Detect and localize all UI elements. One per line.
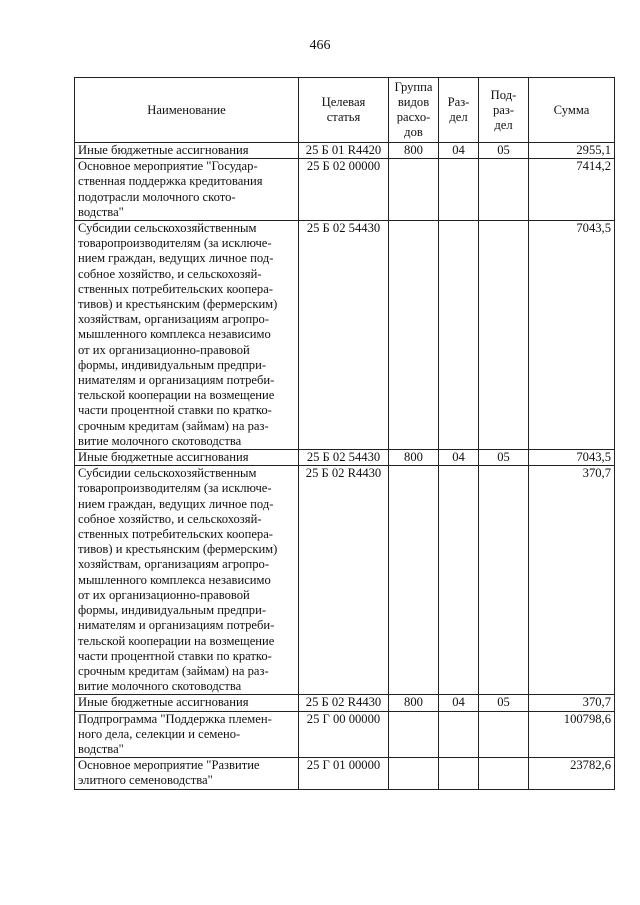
row-group [389, 466, 439, 695]
row-target: 25 Б 02 54430 [299, 450, 389, 466]
page-number: 466 [309, 38, 331, 53]
table-row [75, 695, 615, 711]
row-name: Субсидии сельскохозяйственным товаропроизводителям (за исключе- нием граждан, ведущих личное под- собное хозяйство, и сельскохозяй- ственных потребительских коопера- тивов) и крестьянским (фермерским) хозяйствам, организациям агропро- мышленного комплекса независимо от их организационно-правовой формы, индивидуальным предпри- нимателям и организациям потреби- тельской кооперации на возмещение части процентной ставки по кратко- срочным кредитам (займам) на раз- витие молочного скотоводства [75, 221, 299, 450]
row-section [439, 159, 479, 221]
row-sum: 370,7 [529, 695, 615, 711]
row-section: 04 [439, 143, 479, 159]
table-row [75, 450, 615, 466]
header-row [75, 78, 615, 143]
row-sum: 23782,6 [529, 758, 615, 789]
row-section [439, 711, 479, 758]
row-subsection [479, 758, 529, 789]
row-group [389, 221, 439, 450]
row-target: 25 Б 02 R4430 [299, 695, 389, 711]
row-group [389, 758, 439, 789]
table-row [75, 758, 615, 789]
row-section: 04 [439, 450, 479, 466]
row-sum: 370,7 [529, 466, 615, 695]
row-group: 800 [389, 143, 439, 159]
row-name: Иные бюджетные ассигнования [75, 695, 299, 711]
table-row [75, 466, 615, 695]
col-header-target: Целевая статья [299, 78, 389, 143]
col-header-name: Наименование [75, 78, 299, 143]
row-sum: 7414,2 [529, 159, 615, 221]
row-target: 25 Б 02 54430 [299, 221, 389, 450]
row-subsection: 05 [479, 450, 529, 466]
row-sum: 7043,5 [529, 450, 615, 466]
col-header-group: Группа видов расхо- дов [389, 78, 439, 143]
table-row [75, 143, 615, 159]
row-name: Основное мероприятие "Развитие элитного семеноводства" [75, 758, 299, 789]
row-subsection [479, 466, 529, 695]
row-section [439, 758, 479, 789]
row-section: 04 [439, 695, 479, 711]
row-subsection: 05 [479, 695, 529, 711]
row-subsection [479, 221, 529, 450]
table-row [75, 159, 615, 221]
row-subsection [479, 159, 529, 221]
row-group [389, 711, 439, 758]
row-target: 25 Б 01 R4420 [299, 143, 389, 159]
row-target: 25 Г 01 00000 [299, 758, 389, 789]
col-header-section: Раз- дел [439, 78, 479, 143]
row-name: Основное мероприятие "Государ- ственная поддержка кредитования подотрасли молочного ското- водства" [75, 159, 299, 221]
row-group: 800 [389, 450, 439, 466]
row-subsection: 05 [479, 143, 529, 159]
row-section [439, 466, 479, 695]
col-header-sum: Сумма [529, 78, 615, 143]
row-target: 25 Б 02 R4430 [299, 466, 389, 695]
row-name: Иные бюджетные ассигнования [75, 450, 299, 466]
row-subsection [479, 711, 529, 758]
col-header-subsection: Под- раз- дел [479, 78, 529, 143]
table-row [75, 221, 615, 450]
table-row [75, 711, 615, 758]
row-name: Иные бюджетные ассигнования [75, 143, 299, 159]
budget-table [74, 77, 615, 790]
row-sum: 100798,6 [529, 711, 615, 758]
row-target: 25 Б 02 00000 [299, 159, 389, 221]
row-group [389, 159, 439, 221]
row-sum: 7043,5 [529, 221, 615, 450]
row-name: Подпрограмма "Поддержка племен- ного дела, селекции и семено- водства" [75, 711, 299, 758]
row-section [439, 221, 479, 450]
row-name: Субсидии сельскохозяйственным товаропроизводителям (за исключе- нием граждан, ведущих личное под- собное хозяйство, и сельскохозяй- ственных потребительских коопера- тивов) и крестьянским (фермерским) хозяйствам, организациям агропро- мышленного комплекса независимо от их организационно-правовой формы, индивидуальным предпри- нимателям и организациям потреби- тельской кооперации на возмещение части процентной ставки по кратко- срочным кредитам (займам) на раз- витие молочного скотоводства [75, 466, 299, 695]
row-group: 800 [389, 695, 439, 711]
row-sum: 2955,1 [529, 143, 615, 159]
row-target: 25 Г 00 00000 [299, 711, 389, 758]
